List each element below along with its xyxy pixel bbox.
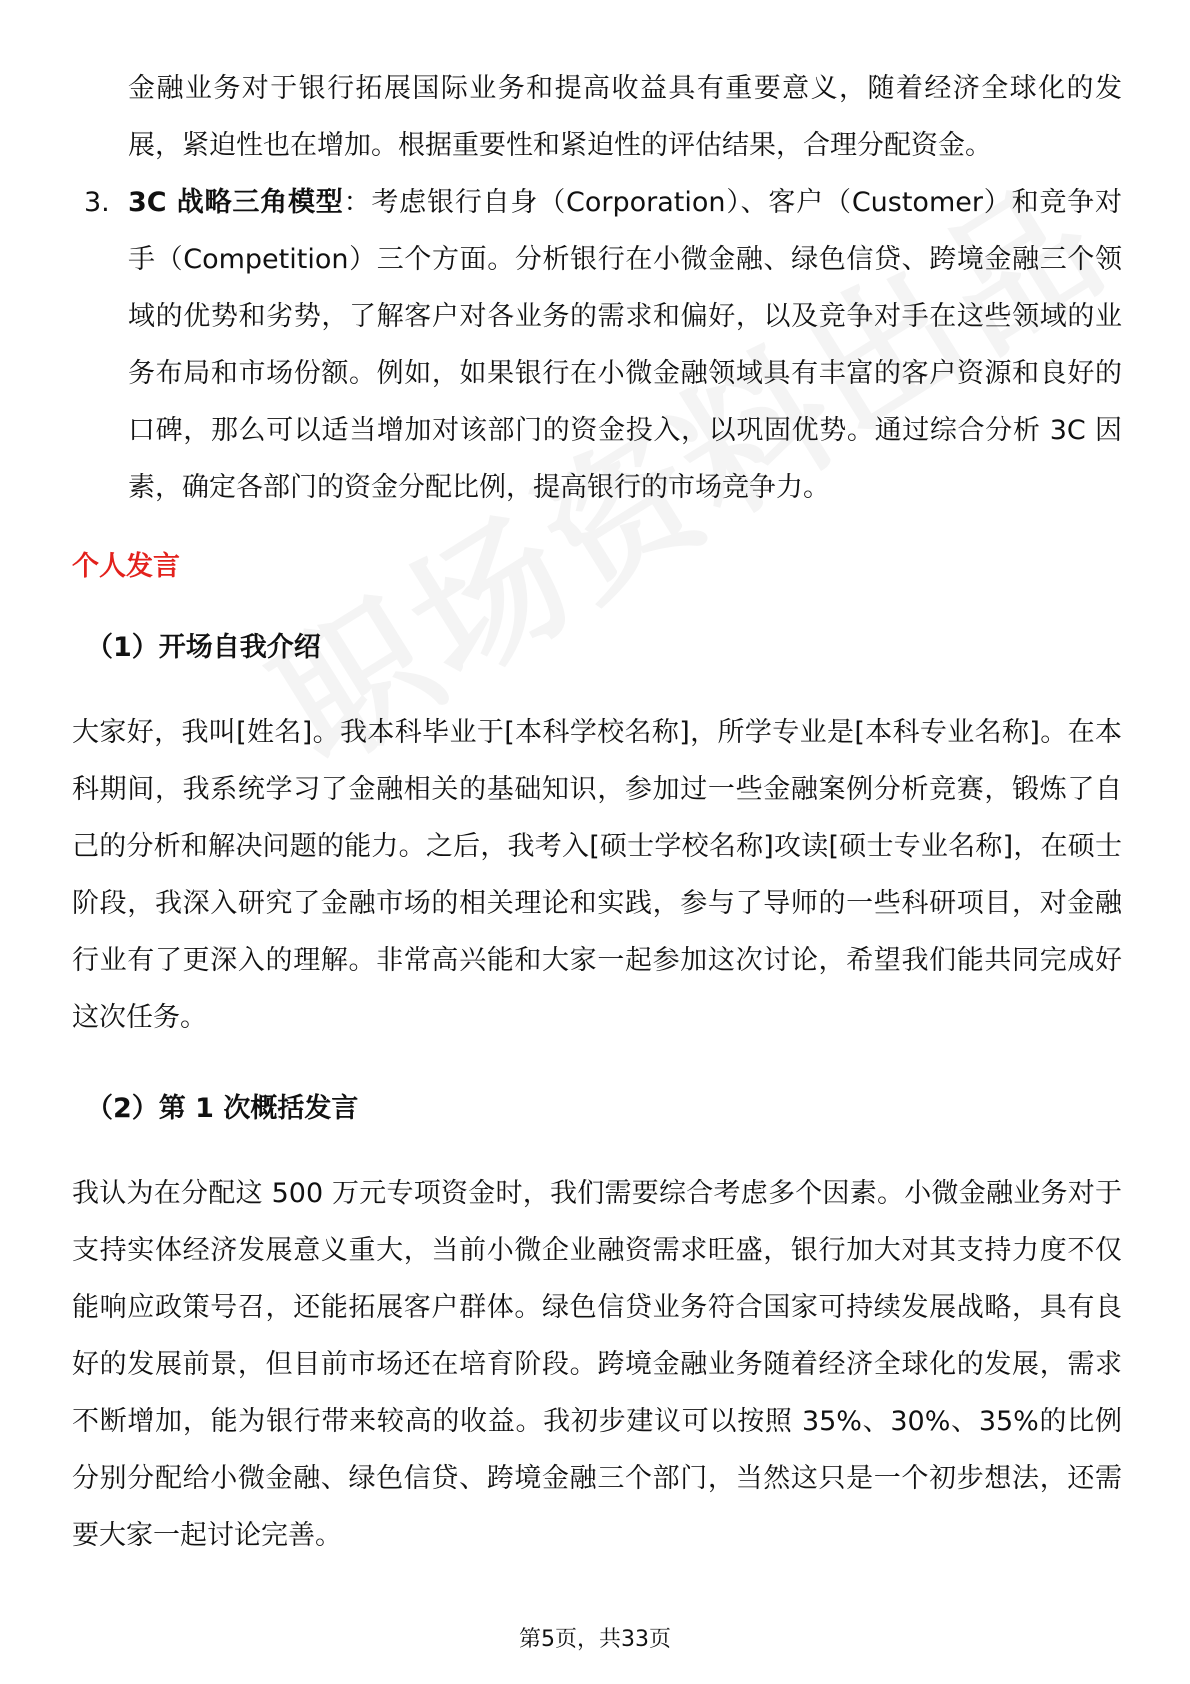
subheading-first-speech: （2）第 1 次概括发言 xyxy=(86,1093,359,1124)
page-number-footer: 第5页，共33页 xyxy=(519,1627,671,1652)
list-item-3c-model xyxy=(72,174,1122,516)
list-item-text: ：考虑银行自身（Corporation）、客户（Customer）和竞争对手（Competition）三个方面。分析银行在小微金融、绿色信贷、跨境金融三个领域的优势和劣势，了解客户对各业务的需求和偏好，以及竞争对手在这些领域的业务布局和市场份额。例如，如果银行在小微金融领域具有丰富的客户资源和良好的口碑，那么可以适当增加对该部门的资金投入，以巩固优势。通过综合分析 3C 因素，确定各部门的资金分配比例，提高银行的市场竞争力。 xyxy=(128,187,1122,503)
section-title: 个人发言 xyxy=(72,551,180,582)
first-speech-paragraph: 我认为在分配这 500 万元专项资金时，我们需要综合考虑多个因素。小微金融业务对于支持实体经济发展意义重大，当前小微企业融资需求旺盛，银行加大对其支持力度不仅能响应政策号召，还能拓展客户群体。绿色信贷业务符合国家可持续发展战略，具有良好的发展前景，但目前市场还在培育阶段。跨境金融业务随着经济全球化的发展，需求不断增加，能为银行带来较高的收益。我初步建议可以按照 35%、30%、35%的比例分别分配给小微金融、绿色信贷、跨境金融三个部门，当然这只是一个初步想法，还需要大家一起讨论完善。 xyxy=(72,1178,1122,1551)
list-item-term: 3C 战略三角模型 xyxy=(128,187,344,218)
self-intro-paragraph: 大家好，我叫[姓名]。我本科毕业于[本科学校名称]，所学专业是[本科专业名称]。在本科期间，我系统学习了金融相关的基础知识，参加过一些金融案例分析竞赛，锻炼了自己的分析和解决问题的能力。之后，我考入[硕士学校名称]攻读[硕士专业名称]，在硕士阶段，我深入研究了金融市场的相关理论和实践，参与了导师的一些科研项目，对金融行业有了更深入的理解。非常高兴能和大家一起参加这次讨论，希望我们能共同完成好这次任务。 xyxy=(72,717,1122,1033)
subheading-self-intro: （1）开场自我介绍 xyxy=(86,632,321,663)
list-item-number: 3. xyxy=(84,187,110,218)
continuation-paragraph: 金融业务对于银行拓展国际业务和提高收益具有重要意义，随着经济全球化的发展，紧迫性也在增加。根据重要性和紧迫性的评估结果，合理分配资金。 xyxy=(128,73,1122,161)
page-content xyxy=(72,60,1122,1564)
